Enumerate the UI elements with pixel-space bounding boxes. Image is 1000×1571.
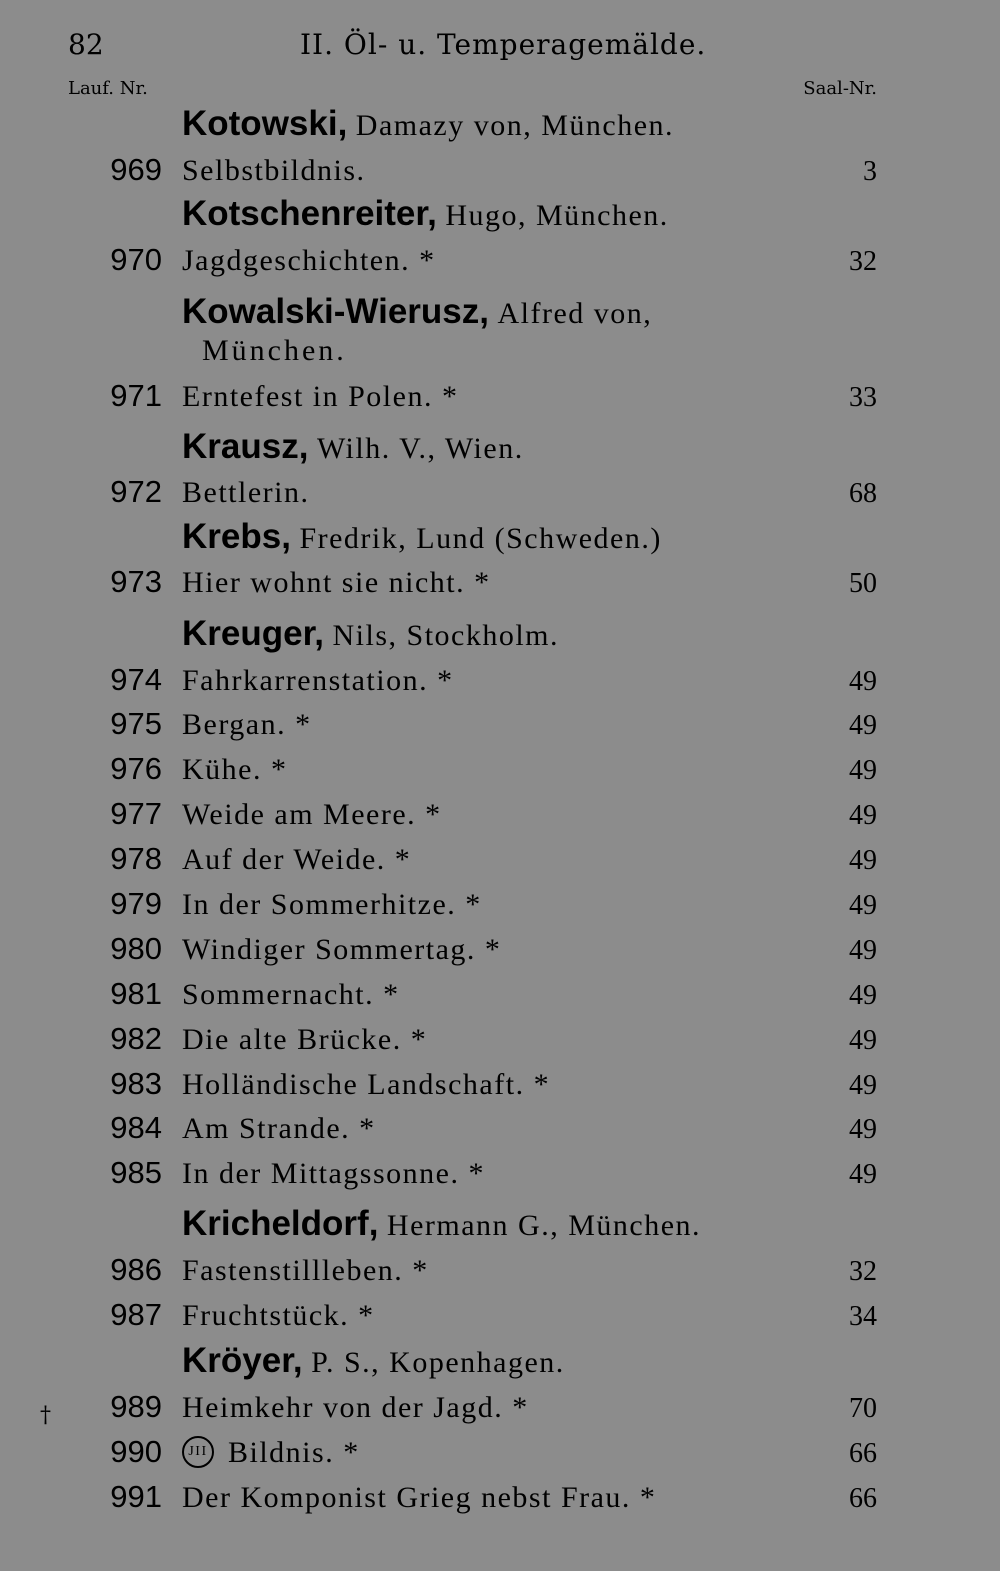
artwork-title: Weide am Meere. * [182,798,442,831]
catalog-entry [0,886,1000,930]
artwork-title: Fahrkarrenstation. * [182,664,454,697]
artwork-title: Die alte Brücke. * [182,1023,428,1056]
column-label-catalog-number: Lauf. Nr. [68,78,148,99]
jubilee-emblem-icon: JII [182,1436,214,1468]
page-number: 82 [68,28,104,61]
catalog-number: 971 [110,378,162,413]
artist-heading [182,292,652,368]
artwork-title: Fruchtstück. * [182,1299,375,1332]
room-number: 66 [849,1483,877,1514]
artist-details: Wilh. V., Wien. [316,432,524,465]
catalog-entry [0,1155,1000,1199]
catalog-entry [0,976,1000,1020]
catalog-entry [0,1434,1000,1478]
artist-surname: Kricheldorf, [182,1204,379,1243]
catalog-number: 989 [110,1389,162,1424]
catalog-number: 990 [110,1434,162,1469]
artist-heading [182,1341,565,1381]
catalog-entry [0,378,1000,422]
artwork-title: In der Sommerhitze. * [182,888,482,921]
room-number: 49 [849,890,877,921]
catalog-number: 982 [110,1021,162,1056]
catalog-entry [0,1479,1000,1523]
catalog-number: 977 [110,796,162,831]
catalog-entry [0,931,1000,975]
catalog-entry [0,564,1000,608]
room-number: 3 [863,156,877,187]
catalog-entry [0,1389,1000,1433]
artist-details: P. S., Kopenhagen. [311,1346,565,1379]
room-number: 49 [849,800,877,831]
artist-surname: Krebs, [182,517,291,556]
artwork-title: Kühe. * [182,753,288,786]
catalog-number: 991 [110,1479,162,1514]
catalog-entry [0,1252,1000,1296]
artist-details-continued: München. [202,334,347,367]
catalog-entry [0,662,1000,706]
artwork-title: Selbstbildnis. [182,154,366,187]
catalog-entry [0,1110,1000,1154]
catalog-entry [0,474,1000,518]
catalog-entry [0,751,1000,795]
room-number: 49 [849,1070,877,1101]
artist-details: Fredrik, Lund (Schweden.) [299,522,662,555]
room-number: 49 [849,755,877,786]
room-number: 33 [849,382,877,413]
artwork-title-text: Bildnis. * [228,1436,360,1469]
catalog-entry [0,796,1000,840]
artwork-title: Fastenstillleben. * [182,1254,429,1287]
catalog-entry [0,242,1000,286]
room-number: 49 [849,666,877,697]
artwork-title: Hier wohnt sie nicht. * [182,566,491,599]
margin-dagger-mark: † [40,1403,51,1428]
artist-details: Nils, Stockholm. [332,619,560,652]
catalog-number: 974 [110,662,162,697]
running-head: II. Öl- u. Temperagemälde. [300,28,707,61]
artist-surname: Kowalski-Wierusz, [182,292,489,331]
artist-surname: Kröyer, [182,1341,303,1380]
room-number: 68 [849,478,877,509]
room-number: 32 [849,246,877,277]
artwork-title: Bettlerin. [182,476,310,509]
artwork-title: In der Mittagssonne. * [182,1157,485,1190]
artwork-title: Erntefest in Polen. * [182,380,459,413]
catalog-number: 987 [110,1297,162,1332]
catalog-entry [0,1021,1000,1065]
artist-surname: Kotschenreiter, [182,194,437,233]
room-number: 49 [849,1025,877,1056]
artwork-title: Bergan. * [182,708,312,741]
catalog-number: 983 [110,1066,162,1101]
room-number: 49 [849,845,877,876]
catalog-number: 973 [110,564,162,599]
artist-heading [182,1204,701,1244]
column-label-room-number: Saal-Nr. [803,78,877,99]
room-number: 34 [849,1301,877,1332]
artwork-title: Windiger Sommertag. * [182,933,502,966]
artwork-title: Sommernacht. * [182,978,400,1011]
room-number: 49 [849,1159,877,1190]
artwork-title: Jagdgeschichten. * [182,244,436,277]
catalog-entry [0,1066,1000,1110]
catalog-entry [0,152,1000,196]
room-number: 49 [849,710,877,741]
catalog-entry [0,706,1000,750]
artist-heading [182,194,669,234]
artist-surname: Krausz, [182,427,309,466]
catalog-number: 978 [110,841,162,876]
catalog-number: 969 [110,152,162,187]
artist-details: Hugo, München. [445,199,669,232]
catalog-number: 975 [110,706,162,741]
catalog-entry [0,841,1000,885]
room-number: 49 [849,935,877,966]
artist-heading [182,104,674,144]
catalog-number: 979 [110,886,162,921]
catalog-number: 985 [110,1155,162,1190]
artwork-title: Heimkehr von der Jagd. * [182,1391,529,1424]
room-number: 49 [849,1114,877,1145]
catalog-entry [0,1297,1000,1341]
catalog-number: 970 [110,242,162,277]
catalog-number: 980 [110,931,162,966]
room-number: 50 [849,568,877,599]
artwork-title: Der Komponist Grieg nebst Frau. * [182,1481,657,1514]
artist-surname: Kreuger, [182,614,324,653]
artwork-title: Am Strande. * [182,1112,376,1145]
catalog-number: 984 [110,1110,162,1145]
artist-heading [182,427,524,467]
artwork-title: Holländische Landschaft. * [182,1068,551,1101]
artist-heading [182,517,662,557]
catalog-number: 972 [110,474,162,509]
artist-details: Damazy von, München. [355,109,675,142]
room-number: 66 [849,1438,877,1469]
artist-details: Hermann G., München. [386,1209,702,1242]
room-number: 70 [849,1393,877,1424]
artwork-title: Auf der Weide. * [182,843,412,876]
artist-heading [182,614,559,654]
catalog-number: 981 [110,976,162,1011]
room-number: 32 [849,1256,877,1287]
artist-surname: Kotowski, [182,104,348,143]
room-number: 49 [849,980,877,1011]
catalog-number: 976 [110,751,162,786]
artwork-title [182,1436,360,1471]
artist-details: Alfred von, [497,297,653,330]
catalog-number: 986 [110,1252,162,1287]
